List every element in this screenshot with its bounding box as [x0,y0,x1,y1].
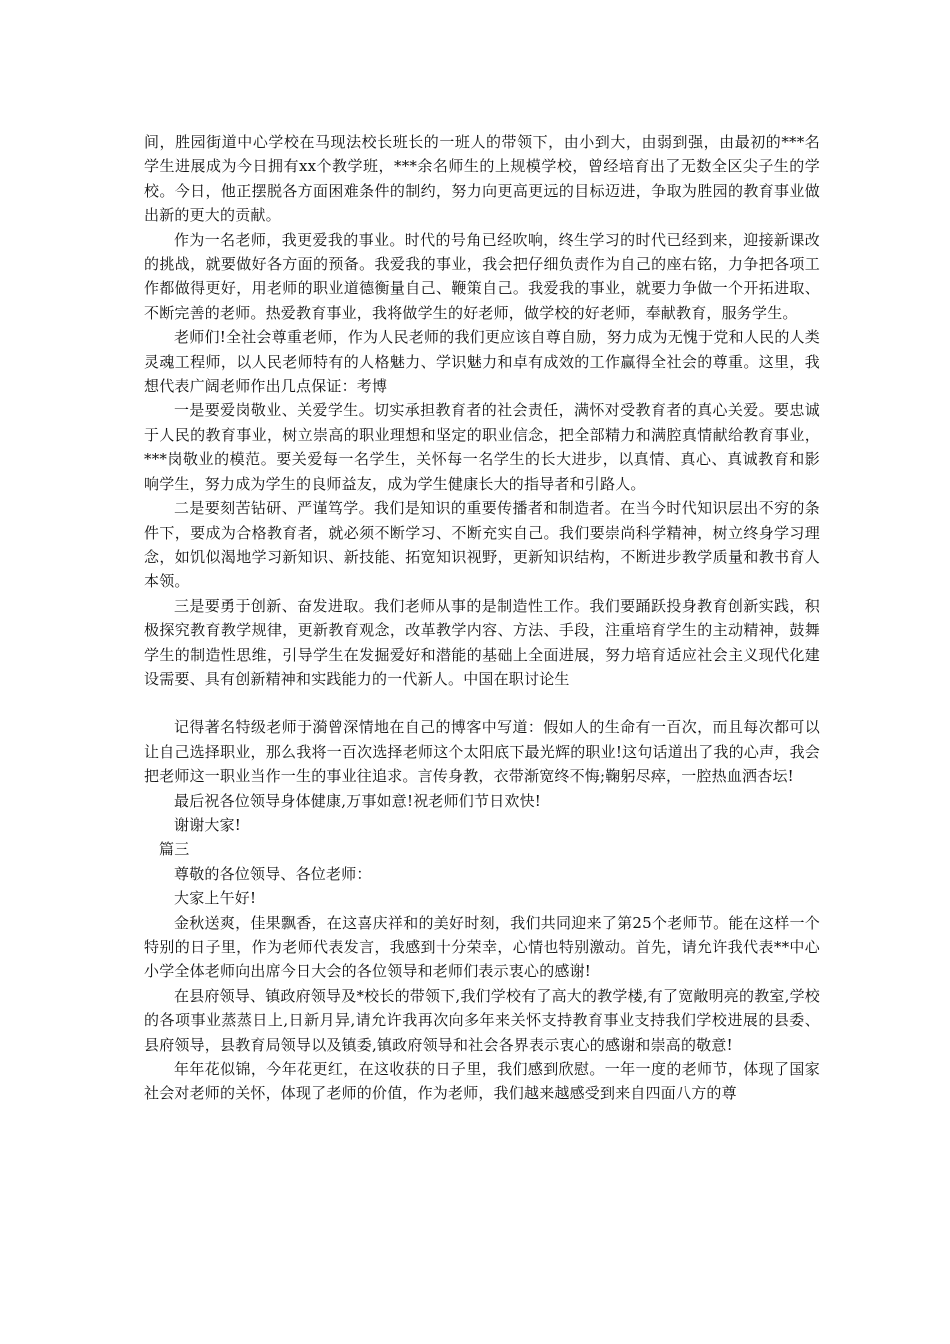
paragraph: 一是要爱岗敬业、关爱学生。切实承担教育者的社会责任，满怀对受教育者的真心关爱。要忠诚于人民的教育事业，树立崇高的职业理想和坚定的职业信念，把全部精力和满腔真情献给教育事业，***岗敬业的模范。要关爱每一名学生，关怀每一名学生的长大进步，以真情、真心、真诚教育和影响学生，努力成为学生的良师益友，成为学生健康长大的指导者和引路人。 [144,401,820,493]
paragraph: 间，胜园街道中心学校在马现法校长班长的一班人的带领下，由小到大，由弱到强，由最初的***名学生进展成为今日拥有xx个教学班，***余名师生的上规模学校，曾经培育出了无数全区尖子生的学校。今日，他正摆脱各方面困难条件的制约，努力向更高更远的目标迈进，争取为胜园的教育事业做出新的更大的贡献。 [144,133,820,225]
paragraph: 记得著名特级老师于漪曾深情地在自己的博客中写道：假如人的生命有一百次，而且每次都可以让自己选择职业，那么我将一百次选择老师这个太阳底下最光辉的职业!这句话道出了我的心声，我会把老师这一职业当作一生的事业往追求。言传身教，衣带渐宽终不悔;鞠躬尽瘁，一腔热血洒杏坛! [144,718,820,786]
paragraph: 老师们!全社会尊重老师，作为人民老师的我们更应该自尊自励，努力成为无愧于党和人民的人类灵魂工程师，以人民老师特有的人格魅力、学识魅力和卓有成效的工作赢得全社会的尊重。这里，我想代表广阔老师作出几点保证：考博 [144,328,820,396]
paragraph: 二是要刻苦钻研、严谨笃学。我们是知识的重要传播者和制造者。在当今时代知识层出不穷的条件下，要成为合格教育者，就必须不断学习、不断充实自己。我们要崇尚科学精神，树立终身学习理念，如饥似渴地学习新知识、新技能、拓宽知识视野，更新知识结构，不断进步教学质量和教书育人本领。 [144,499,820,591]
paragraph: 三是要勇于创新、奋发进取。我们老师从事的是制造性工作。我们要踊跃投身教育创新实践，积极探究教育教学规律，更新教育观念，改革教学内容、方法、手段，注重培育学生的主动精神，鼓舞学生的制造性思维，引导学生在发掘爱好和潜能的基础上全面进展，努力培育适应社会主义现代化建设需要、具有创新精神和实践能力的一代新人。中国在职讨论生 [144,596,820,688]
paragraph-gap [144,691,820,715]
greeting: 大家上午好! [174,889,257,908]
paragraph: 年年花似锦，今年花更红，在这收获的日子里，我们感到欣慰。一年一度的老师节，体现了国家社会对老师的关怀，体现了老师的价值，作为老师，我们越来越感受到来自四面八方的尊 [144,1060,820,1103]
paragraph: 在县府领导、镇政府领导及*校长的带领下,我们学校有了高大的教学楼,有了宽敞明亮的教室,学校的各项事业蒸蒸日上,日新月异,请允许我再次向多年来关怀支持教育事业支持我们学校进展的县委、县府领导，县教育局领导以及镇委,镇政府领导和社会各界表示衷心的感谢和崇高的敬意! [144,986,820,1054]
section-heading: 篇三 [159,840,190,859]
paragraph: 谢谢大家! [174,815,242,834]
salutation: 尊敬的各位领导、各位老师： [174,864,372,883]
paragraph: 最后祝各位领导身体健康,万事如意!祝老师们节日欢快! [174,791,542,810]
document-body [144,130,820,1106]
paragraph: 作为一名老师，我更爱我的事业。时代的号角已经吹响，终生学习的时代已经到来，迎接新课改的挑战，就要做好各方面的预备。我爱我的事业，我会把仔细负责作为自己的座右铭，力争把各项工作都做得更好，用老师的职业道德衡量自己、鞭策自己。我爱我的事业，就要力争做一个开拓进取、不断完善的老师。热爱教育事业，我将做学生的好老师，做学校的好老师，奉献教育，服务学生。 [144,230,820,322]
paragraph: 金秋送爽，佳果飘香，在这喜庆祥和的美好时刻，我们共同迎来了第25个老师节。能在这样一个特别的日子里，作为老师代表发言，我感到十分荣幸，心情也特别激动。首先，请允许我代表**中心小学全体老师向出席今日大会的各位领导和老师们表示衷心的感谢! [144,913,820,981]
